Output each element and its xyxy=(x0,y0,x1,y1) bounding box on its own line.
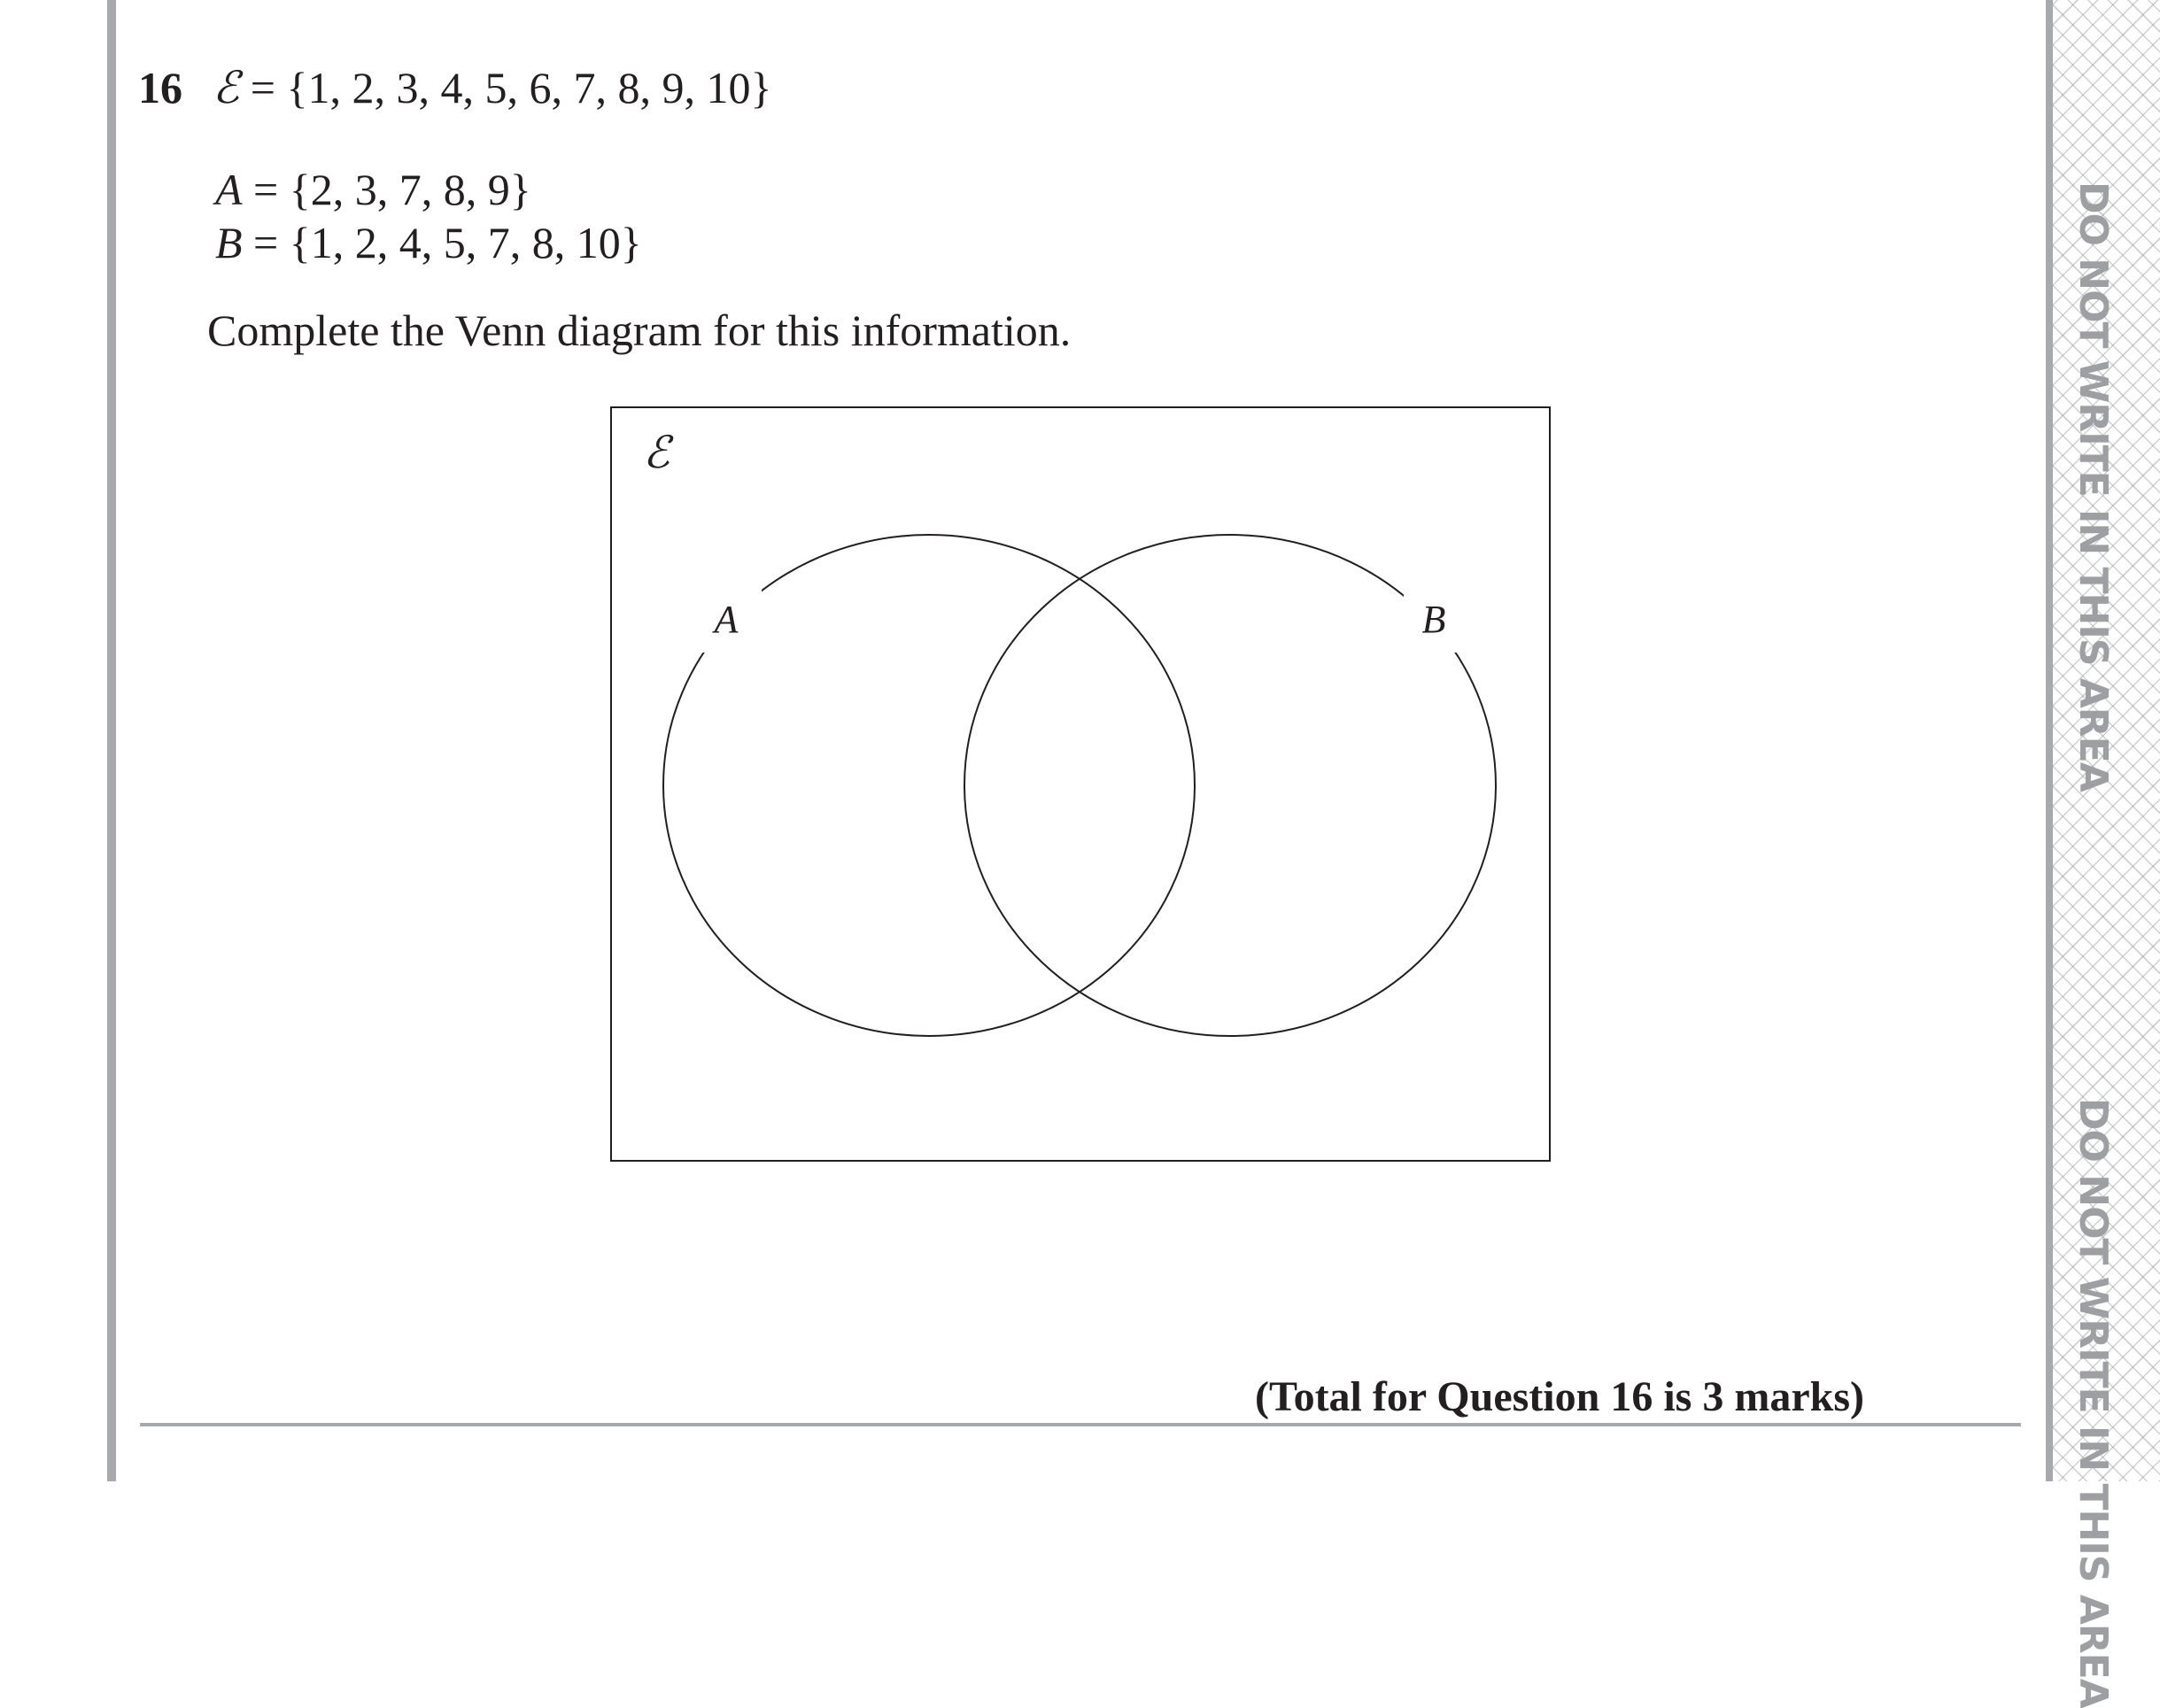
circle-b-label: B xyxy=(1421,598,1446,641)
set-a-members: = {2, 3, 7, 8, 9} xyxy=(253,165,531,214)
question-instruction: Complete the Venn diagram for this information. xyxy=(207,305,1072,355)
circle-b[interactable] xyxy=(964,535,1496,1036)
margin-warning-2: DO NOT WRITE IN THIS AREA xyxy=(2071,1098,2116,1708)
question-total-marks: (Total for Question 16 is 3 marks) xyxy=(1254,1373,1864,1420)
circle-a[interactable] xyxy=(663,535,1195,1036)
margin-strip-rule xyxy=(2046,0,2053,1481)
set-b-name: B xyxy=(215,218,243,267)
universal-set-members: = {1, 2, 3, 4, 5, 6, 7, 8, 9, 10} xyxy=(250,63,772,112)
margin-warning-1: DO NOT WRITE IN THIS AREA xyxy=(2071,182,2116,792)
universal-set-box xyxy=(611,407,1550,1161)
venn-universal-label: ℰ xyxy=(643,428,670,477)
set-a-name: A xyxy=(215,165,243,214)
circle-a-label: A xyxy=(714,598,739,641)
question-number: 16 xyxy=(138,63,182,112)
universal-set-symbol: ℰ xyxy=(213,62,240,113)
set-b-members: = {1, 2, 4, 5, 7, 8, 10} xyxy=(253,218,642,267)
bottom-rule xyxy=(140,1423,2021,1426)
